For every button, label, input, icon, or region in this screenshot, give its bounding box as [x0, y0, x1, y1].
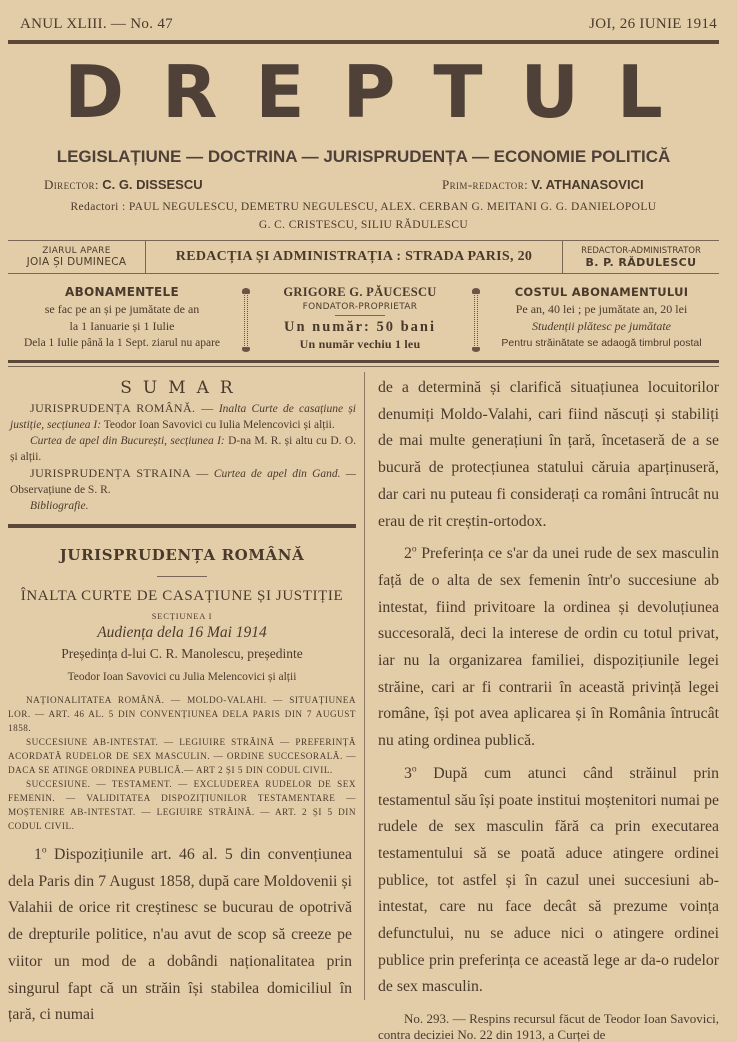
- info-box: [8, 240, 719, 274]
- administrator-cell: [563, 241, 719, 273]
- address-cell: [146, 241, 563, 273]
- left-column: [8, 372, 356, 1029]
- decision-note-text: No. 293. — Respins recursul făcut de Teodor Ioan Savovici, contra deciziei No. 22 din 1913, a Curței de: [378, 1011, 719, 1042]
- paragraph-2: 2$^o$ Preferința ce s'ar da unei rude de sex masculin față de o alta de sex femenin într'o succesiune ab intestat, fiind privitoare la ordinea și devoluțiunea succesorală, deci la interese de ordin cu totul privat, iar nu la organizarea familiei, dispozițiunile legei străine, cari ar fi contrarii în această privință legei române, își pot avea aplicarea și în România întrucât nu ating ordinea publică.: [378, 544, 719, 750]
- appears-days: JOIA ȘI DUMINECA: [26, 256, 127, 268]
- director-label: Director:: [44, 177, 99, 192]
- administrator-label: REDACTOR-ADMINISTRATOR: [581, 245, 701, 256]
- publication-days: [8, 241, 146, 273]
- summary-item: JURISPRUDENȚA STRAINA — Curtea de apel din Gand. — Observațiune de S. R.: [10, 466, 357, 496]
- issue-line: [20, 16, 717, 36]
- subscriptions-column: [8, 284, 236, 356]
- subscription-box: [8, 284, 719, 356]
- price: Un număr: 50 bani: [283, 319, 437, 335]
- paragraph-3: 3$^o$ După cum atunci când străinul prin testamentul său își poate institui moștenitori numai pe rudele de sex masculin fără ca prin executarea testamentului să se poată aduce atingere ordinei publice, tot astfel și în cazul unei succesiuni ab-intestat, care nu face decât să prezume voința defunctului, nu se aduce nici o atingere ordinei publice prin preferința ce această lege ar da-o rudelor de sex masculin.: [378, 764, 719, 996]
- right-column: [378, 372, 719, 1042]
- torch-ornament-icon: [242, 288, 250, 352]
- case-parties: Teodor Ioan Savovici cu Julia Melencovici și alții: [67, 671, 297, 683]
- subscriptions-line-3: Dela 1 Iulie până la 1 Sept. ziarul nu apare: [23, 337, 221, 349]
- administrator-name: B. P. RĂDULESCU: [585, 255, 697, 269]
- prim-redactor: [442, 177, 644, 193]
- editors-line-2: G. C. CRISTESCU, SILIU RĂDULESCU: [258, 219, 469, 231]
- founder-rule: [335, 315, 385, 316]
- section-rule: [157, 576, 207, 577]
- summary: [8, 400, 356, 514]
- cost-line-1: Pe an, 40 lei ; pe jumătate an, 20 lei: [515, 302, 688, 316]
- keywords-paragraph: NAȚIONALITATEA ROMÂNĂ. — MOLDO-VALAHI. — SITUAȚIUNEA LOR. — ART. 46 AL. 5 DIN CONVENȚIUNEA DELA PARIS DIN 7 AUGUST 1858.: [8, 695, 356, 733]
- founder-name: GRIGORE G. PĂUCESCU: [283, 285, 437, 299]
- prim-redactor-label: Prim-redactor:: [442, 177, 529, 192]
- cost-column: [484, 284, 719, 356]
- old-price: Un număr vechiu 1 leu: [299, 337, 421, 351]
- director: [44, 177, 203, 193]
- hearing-date: Audiența dela 16 Mai 1914: [97, 624, 267, 641]
- cost-title: COSTUL ABONAMENTULUI: [514, 285, 689, 299]
- founder-column: [256, 284, 464, 356]
- founder-role: FONDATOR-PROPRIETAR: [302, 302, 418, 312]
- section-title: JURISPRUDENȚA ROMÂNĂ: [59, 546, 305, 564]
- subscriptions-line-2: la 1 Ianuarie și 1 Iulie: [69, 319, 175, 333]
- torch-ornament-icon: [472, 288, 480, 352]
- case-keywords: [8, 693, 356, 833]
- masthead: [8, 50, 719, 134]
- appears-label: ZIARUL APARE: [42, 246, 111, 256]
- editors-list: [8, 198, 719, 234]
- prim-redactor-name: V. ATHANASOVICI: [531, 177, 644, 192]
- cost-line-2: Studenții plătesc pe jumătate: [532, 319, 671, 333]
- article-body-right: [378, 375, 719, 1001]
- court-section: SECȚIUNEA I: [151, 611, 213, 621]
- cost-line-3: Pentru străinătate se adaogă timbrul postal: [501, 337, 702, 349]
- director-name: C. G. DISSESCU: [102, 177, 203, 192]
- keywords-paragraph: SUCCESIUNE AB-INTESTAT. — LEGIUIRE STRĂINĂ — PREFERINȚĂ ACORDATĂ RUDELOR DE SEX MASCULIN. — ORDINE SUCCESORALĂ. — DACA SE ATINGE ORDINEA PUBLICĂ.— ART 2 ȘI 5 DIN CODUL CIVIL.: [8, 737, 356, 775]
- presiding-judge: Președința d-lui C. R. Manolescu, președinte: [61, 646, 303, 661]
- court-title: ÎNALTA CURTE DE CASAȚIUNE ȘI JUSTIȚIE: [20, 588, 344, 604]
- article-body-left: [8, 842, 356, 1029]
- summary-bottom-rule: [8, 524, 356, 528]
- issue-number: ANUL XLIII. — No. 47: [20, 16, 173, 32]
- summary-title: SUMAR: [120, 378, 244, 398]
- top-rule: [8, 40, 719, 44]
- address: REDACȚIA ȘI ADMINISTRAȚIA : STRADA PARIS, 20: [175, 249, 533, 264]
- header-bottom-rule: [8, 360, 719, 363]
- keywords-paragraph: SUCCESIUNE. — TESTAMENT. — EXCLUDEREA RUDELOR DE SEX FEMENIN. — VALIDITATEA DISPOZIȚIUNILOR TESTAMENTARE — MOȘTENIRE AB-INTESTAT. — LEGIUIRE STRĂINĂ. — ART. 2 ȘI 5 DIN CODUL CIVIL.: [8, 779, 356, 831]
- newspaper-title: DREPTUL: [64, 50, 701, 134]
- summary-item: Bibliografie.: [30, 500, 89, 512]
- column-divider: [364, 372, 365, 1000]
- paragraph-1-continued: de a determină și clarifică situațiunea locuitorilor denumiți Moldo-Valahi, cari fiind născuți și stabiliți de mai multe generațiuni în țară, încetaseră de a se bucură de protecțiunea statului căruia aparținuseră, dar cari nu puteau fi considerați ca români întrucât nu erau de rit creștin-ortodox.: [378, 379, 719, 530]
- issue-date: JOI, 26 IUNIE 1914: [589, 16, 717, 32]
- paragraph-1: 1$^o$ Dispozițiunile art. 46 al. 5 din convențiunea dela Paris din 7 August 1858, după care Moldovenii și Valahii de orice rit creștinesc se bucurau de opotrivă de drepturile politice, n'au avut de scop să creeze pe viitor un mod de a dobândi naționalitatea prin singurul fapt că un străin își stabilea domiciliul în țară, ci numai: [8, 845, 352, 1024]
- subscriptions-line-1: se fac pe an și pe jumătate de an: [44, 302, 200, 316]
- newspaper-subtitle: LEGISLAȚIUNE — DOCTRINA — JURISPRUDENȚA — ECONOMIE POLITICĂ: [56, 147, 671, 166]
- subscriptions-title: ABONAMENTELE: [65, 285, 179, 299]
- editors-line-1: Redactori : PAUL NEGULESCU, DEMETRU NEGULESCU, ALEX. CERBAN G. MEITANI G. G. DANIELOPOLU: [70, 201, 657, 213]
- decision-note: [378, 1011, 719, 1042]
- summary-item: Curtea de apel din București, secțiunea I: D-na M. R. și altu cu D. O. și alții.: [10, 435, 357, 463]
- header-bottom-thin-rule: [8, 366, 719, 367]
- summary-item: JURISPRUDENȚA ROMÂNĂ. — Inalta Curte de casațiune și justiție, secțiunea I: Teodor Ioan Savovici cu Iulia Melencovici și alții.: [10, 401, 357, 431]
